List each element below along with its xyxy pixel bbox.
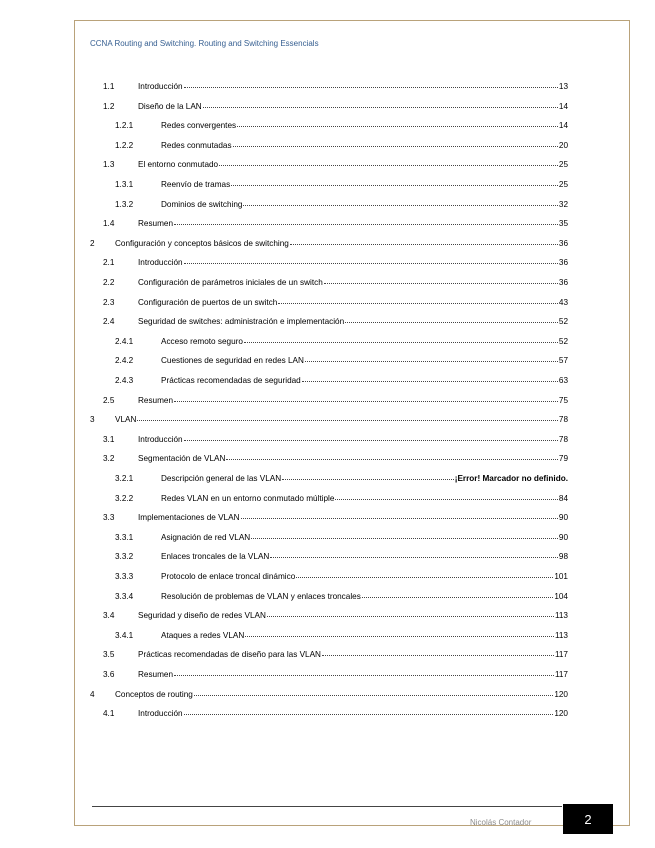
toc-entry-leader [184,87,558,88]
toc-entry-number: 3.4.1 [115,630,134,640]
toc-entry-title: Redes conmutadas [161,140,232,150]
toc-entry-title: Prácticas recomendadas de seguridad [161,376,301,385]
toc-entry-page: 101 [554,572,568,581]
toc-entry-page: 57 [558,356,568,366]
toc-entry-page: 117 [554,650,568,660]
toc-entry-page: 32 [558,199,568,209]
toc-entry-leader [267,616,554,617]
toc-entry-leader [174,224,558,225]
toc-entry-title: Prácticas recomendadas de diseño para las VLAN [138,650,321,660]
toc-entry-number: 1.2 [103,101,115,111]
toc-entry-title: Configuración de parámetros iniciales de un switch [138,278,323,287]
toc-entry[interactable] [88,704,568,718]
toc-entry-title: Seguridad y diseño de redes VLAN [138,611,266,621]
page-number: 2 [584,811,592,827]
toc-entry-title: Enlaces troncales de la VLAN [161,552,270,562]
toc-entry-leader [243,205,557,206]
toc-entry-page: 120 [554,689,568,699]
toc-entry-title: Acceso remoto seguro [161,336,243,346]
running-header: CCNA Routing and Switching. Routing and Switching Essencials [90,39,319,48]
toc-entry[interactable] [88,391,568,405]
page-number-box [563,804,613,834]
toc-entry-page: 36 [558,238,568,248]
toc-entry-title: Asignación de red VLAN [161,532,251,542]
toc-entry-number: 2.4.1 [115,336,134,346]
toc-entry-page: 63 [558,376,568,385]
toc-entry-page: 78 [558,434,568,444]
toc-entry-page: 113 [554,611,568,621]
toc-entry[interactable] [88,626,568,640]
toc-entry-number: 2.4.2 [115,356,134,366]
toc-entry-page: 14 [558,121,568,131]
toc-entry-number: 1.2.2 [115,140,134,150]
toc-entry-leader [335,499,557,500]
toc-entry[interactable] [88,469,568,483]
toc-entry-leader [244,342,558,343]
toc-entry-leader [305,361,558,362]
toc-entry[interactable] [88,214,568,228]
toc-entry-page: 75 [558,395,568,405]
toc-entry[interactable] [88,606,568,620]
toc-entry[interactable] [88,175,568,189]
toc-entry[interactable] [88,528,568,542]
toc-entry-title: Descripción general de las VLAN [161,474,282,483]
toc-entry-leader [296,577,553,578]
toc-entry-title: Introducción [138,82,183,91]
toc-entry[interactable] [88,449,568,463]
toc-entry-number: 2.2 [103,278,115,287]
toc-entry-number: 4.1 [103,709,115,719]
toc-entry[interactable] [88,508,568,522]
toc-entry-title: El entorno conmutado [138,160,219,170]
footer-divider [92,806,562,807]
toc-entry-title: Configuración y conceptos básicos de switching [115,238,289,248]
toc-entry-leader [270,557,558,558]
toc-entry[interactable] [88,293,568,307]
toc-entry-error: ¡Error! Marcador no definido. [454,474,568,483]
toc-entry-number: 2.5 [103,395,115,405]
toc-entry-title: Conceptos de routing [115,689,193,699]
toc-entry-title: Dominios de switching [161,199,243,209]
toc-entry-title: Resumen [138,670,174,679]
toc-entry-number: 1.3.2 [115,199,134,209]
toc-entry-page: 43 [558,297,568,307]
toc-entry-title: Redes VLAN en un entorno conmutado múltiple [161,493,335,503]
toc-entry-leader [322,655,554,656]
toc-entry-number: 3 [90,415,95,425]
toc-entry-number: 3.1 [103,434,115,444]
toc-entry-leader [290,244,558,245]
toc-entry-page: 25 [558,180,568,189]
toc-entry-page: 84 [558,493,568,503]
toc-entry[interactable] [88,351,568,365]
toc-entry-title: Protocolo de enlace troncal dinámico [161,572,296,581]
toc-entry-number: 2.4.3 [115,376,134,385]
toc-entry[interactable] [88,116,568,130]
toc-entry-page: 52 [558,317,568,327]
toc-entry-page: 113 [554,630,568,640]
toc-entry-leader [237,126,558,127]
toc-entry-leader [137,420,558,421]
toc-entry[interactable] [88,371,568,385]
toc-entry-number: 2.3 [103,297,115,307]
toc-entry-leader [302,381,558,382]
toc-entry[interactable] [88,195,568,209]
toc-entry-leader [174,675,554,676]
toc-entry[interactable] [88,273,568,287]
toc-entry-title: Redes convergentes [161,121,237,131]
toc-entry-leader [245,636,554,637]
toc-entry-page: 36 [558,278,568,287]
toc-entry-number: 3.5 [103,650,115,660]
toc-entry-leader [194,695,553,696]
toc-entry[interactable] [88,253,568,267]
toc-entry-leader [251,538,558,539]
toc-entry[interactable] [88,97,568,111]
toc-entry-title: Introducción [138,258,183,268]
toc-entry-number: 4 [90,689,95,699]
toc-entry-title: Resumen [138,219,174,229]
footer-author: Nicolás Contador [470,818,532,827]
toc-entry-leader [174,401,558,402]
toc-entry-number: 2.1 [103,258,115,268]
toc-entry-number: 1.2.1 [115,121,134,131]
toc-entry[interactable] [88,567,568,581]
toc-entry-title: Cuestiones de seguridad en redes LAN [161,356,304,366]
toc-entry[interactable] [88,685,568,699]
toc-entry-page: 25 [558,160,568,170]
toc-entry-title: Diseño de la LAN [138,101,202,111]
toc-entry-number: 3.3 [103,513,115,523]
toc-entry[interactable] [88,155,568,169]
toc-entry-number: 2.4 [103,317,115,327]
toc-entry[interactable] [88,587,568,601]
toc-entry-number: 1.4 [103,219,115,229]
toc-entry-title: Introducción [138,709,183,719]
toc-entry-leader [324,283,558,284]
toc-entry-number: 3.2 [103,454,115,464]
toc-entry-number: 2 [90,238,95,248]
toc-entry-title: Introducción [138,434,183,444]
toc-entry-page: 120 [554,709,568,719]
toc-entry-number: 3.3.1 [115,532,134,542]
toc-entry-page: 13 [558,82,568,91]
toc-entry-leader [226,459,558,460]
toc-entry-leader [184,714,554,715]
toc-entry-title: Resumen [138,395,174,405]
toc-entry-leader [278,303,558,304]
toc-entry-page: 36 [558,258,568,268]
toc-entry-page: 14 [558,101,568,111]
toc-entry[interactable] [88,136,568,150]
toc-entry-number: 1.3 [103,160,115,170]
toc-entry-title: Ataques a redes VLAN [161,630,245,640]
toc-entry[interactable] [88,645,568,659]
toc-entry-leader [231,185,558,186]
toc-entry-title: Segmentación de VLAN [138,454,226,464]
toc-entry-number: 3.3.2 [115,552,134,562]
toc-entry[interactable] [88,332,568,346]
toc-entry-page: 117 [554,670,568,679]
toc-entry-leader [233,146,558,147]
toc-entry-leader [184,440,558,441]
toc-entry-leader [241,518,558,519]
toc-entry-page: 35 [558,219,568,229]
toc-entry-page: 20 [558,140,568,150]
toc-entry-page: 78 [558,415,568,425]
toc-entry-title: Configuración de puertos de un switch [138,297,278,307]
toc-entry-leader [219,165,558,166]
toc-entry-number: 3.2.2 [115,493,134,503]
toc-entry-page: 90 [558,532,568,542]
toc-entry-number: 1.3.1 [115,180,134,189]
toc-entry-number: 3.6 [103,670,115,679]
toc-entry-title: VLAN [115,415,137,425]
page-border-bottom [74,825,630,826]
toc-entry-number: 3.4 [103,611,115,621]
toc-entry-number: 1.1 [103,82,115,91]
toc-entry-title: Seguridad de switches: administración e implementación [138,317,345,327]
toc-entry-page: 79 [558,454,568,464]
toc-entry-leader [282,479,454,480]
toc-entry[interactable] [88,665,568,679]
toc-entry[interactable] [88,234,568,248]
toc-entry-page: 104 [554,591,568,601]
toc-entry-title: Reenvío de tramas [161,180,231,189]
toc-entry-leader [345,322,558,323]
toc-entry-title: Implementaciones de VLAN [138,513,240,523]
toc-entry[interactable] [88,410,568,424]
toc-entry[interactable] [88,430,568,444]
toc-entry-page: 98 [558,552,568,562]
toc-entry-number: 3.3.3 [115,572,134,581]
toc-entry[interactable] [88,489,568,503]
toc-entry[interactable] [88,77,568,91]
toc-entry-leader [203,107,558,108]
toc-entry-leader [362,597,554,598]
toc-entry-leader [184,263,558,264]
toc-entry[interactable] [88,547,568,561]
toc-entry-title: Resolución de problemas de VLAN y enlaces troncales [161,591,361,601]
toc-entry-number: 3.2.1 [115,474,134,483]
toc-entry[interactable] [88,312,568,326]
toc-entry-number: 3.3.4 [115,591,134,601]
toc-entry-page: 90 [558,513,568,523]
toc-entry-page: 52 [558,336,568,346]
